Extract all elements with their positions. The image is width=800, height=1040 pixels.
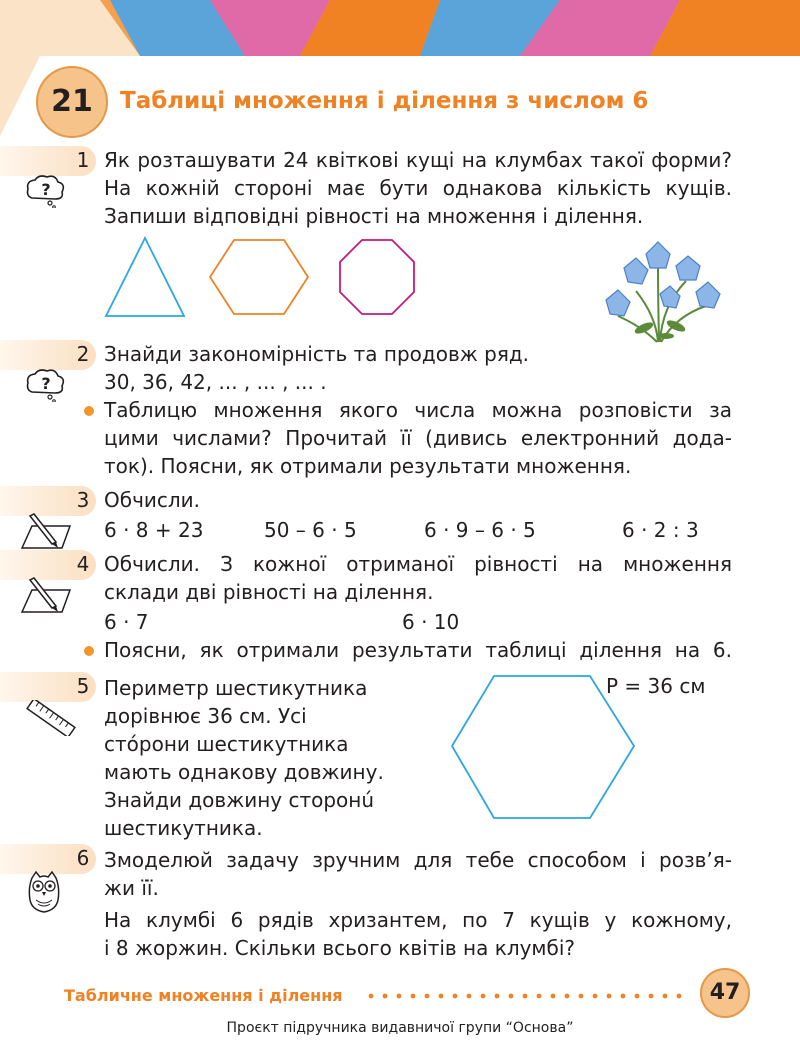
math-expression: 6 · 7 [104,610,149,634]
exercise-text-line: склади дві рівності на ділення. [104,580,434,604]
exercise-text-line: Знайди закономірність та продовж ряд. [104,342,530,366]
exercise-number: 4 [76,552,90,576]
exercise-text-line: шестикутника. [104,816,263,840]
exercise-text-line: жи її. [104,876,159,900]
footer-dotted-line [366,989,682,1003]
bullet-point [84,646,94,656]
exercise-text-line: стóрони шестикутника [104,732,349,756]
bellflower-illustration [596,236,730,344]
exercise-text-line: і 8 жоржин. Скільки всього квітів на клумбі? [104,936,576,960]
math-expression: 6 · 9 – 6 · 5 [424,518,536,542]
exercise-text-line: Обчисли. З кожної отриманої рівності на множення [104,552,732,576]
exercise-number: 2 [76,342,90,366]
exercise-number: 3 [76,488,90,512]
exercise-text-line: дорівнює 36 см. Усі [104,704,307,728]
math-expression: 6 · 10 [402,610,460,634]
exercise-text-line: Знайди довжину сторонú [104,788,375,812]
octagon-flowerbed-shape [336,236,418,318]
publisher-credit: Проєкт підручника видавничої групи “Основа” [226,1020,574,1036]
lesson-title: Таблиці множення і ділення з числом 6 [120,88,649,114]
svg-text:?: ? [41,180,51,199]
question-cloud-icon [24,172,68,208]
exercise-text-line: На кожній стороні має бути однакова кількість кущів. [104,176,732,200]
perimeter-label: P = 36 см [606,674,706,698]
pencil-notebook-icon [18,572,74,616]
exercise-text-line: На клумбі 6 рядів хризантем, по 7 кущів у кожному, [104,908,732,932]
owl-icon [26,870,62,914]
exercise-number: 6 [76,846,90,870]
pencil-notebook-icon [18,508,74,552]
exercise-text-line: Обчисли. [104,488,201,512]
math-expression: 50 – 6 · 5 [264,518,357,542]
exercise-text-line: Запиши відповідні рівності на множення і ділення. [104,204,644,228]
exercise-text-line: Периметр шестикутника [104,676,368,700]
number-sequence: 30, 36, 42, ... , ... , ... . [104,370,327,394]
exercise-number: 1 [76,148,90,172]
ruler-icon [24,700,78,736]
hexagon-flowerbed-shape [206,236,312,318]
triangle-flowerbed-shape [100,234,190,320]
bullet-point [84,406,94,416]
math-expression: 6 · 8 + 23 [104,518,204,542]
exercise-number: 5 [76,674,90,698]
exercise-text-line: Поясни, як отримали результати таблиці ділення на 6. [104,638,732,662]
svg-text:?: ? [41,374,51,393]
footer-section-title: Табличне множення і ділення [64,986,343,1005]
exercise-text-line: Змоделюй задачу зручним для тебе способом і розв’я- [104,848,732,872]
math-expression: 6 · 2 : 3 [622,518,699,542]
page-corner-shading [0,56,40,136]
question-cloud-icon [24,366,68,402]
lesson-number-badge: 21 [36,66,108,138]
page-number-badge: 47 [700,968,750,1018]
top-decorative-band [0,0,800,56]
exercise-text-line: Таблицю множення якого числа можна розповісти за [104,398,732,422]
exercise-text-line: цими числами? Прочитай її (дивись електронний дода- [104,426,732,450]
exercise-text-line: мають однакову довжину. [104,760,384,784]
exercise-text-line: ток). Поясни, як отримали результати множення. [104,454,632,478]
exercise-text-line: Як розташувати 24 квіткові кущі на клумбах такої форми? [104,148,732,172]
